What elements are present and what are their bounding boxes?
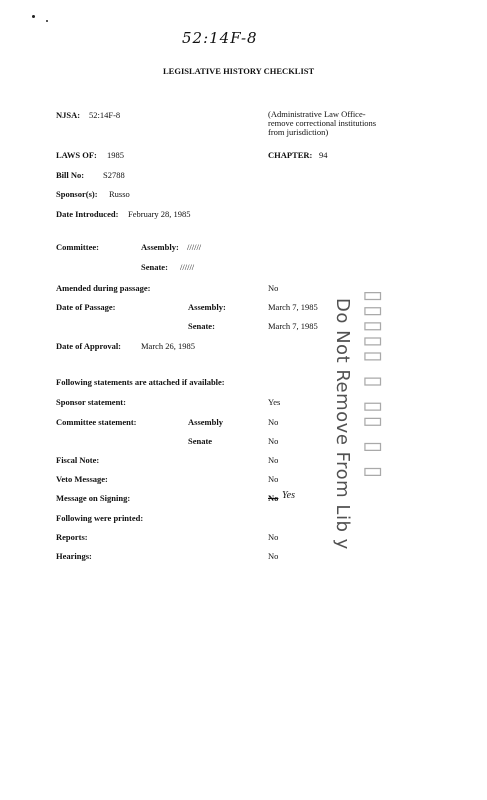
description-line-2: remove correctional institutions — [268, 118, 377, 128]
date-of-passage-label: Date of Passage: — [56, 302, 116, 312]
chapter-value: 94 — [319, 150, 328, 160]
committee-statement-senate-value: No — [268, 436, 279, 446]
veto-message-value: No — [268, 474, 279, 484]
description-line-1: (Administrative Law Office- — [268, 109, 366, 119]
committee-statement-label: Committee statement: — [56, 417, 137, 427]
committee-label: Committee: — [56, 242, 99, 252]
hearings-value: No — [268, 551, 279, 561]
message-on-signing-handwritten-value: Yes — [282, 490, 295, 501]
sponsor-statement-label: Sponsor statement: — [56, 397, 126, 407]
reports-label: Reports: — [56, 532, 88, 542]
laws-of-value: 1985 — [107, 150, 124, 160]
date-introduced-value: February 28, 1985 — [128, 209, 191, 219]
do-not-remove-stamp: Do Not Remove From Lib y — [332, 298, 353, 550]
committee-statement-senate-label: Senate — [188, 436, 213, 446]
njsa-value: 52:14F-8 — [89, 110, 121, 120]
scan-speck — [32, 15, 35, 18]
page-title: LEGISLATIVE HISTORY CHECKLIST — [163, 66, 315, 76]
date-introduced-label: Date Introduced: — [56, 209, 119, 219]
committee-assembly-value: ////// — [187, 242, 202, 252]
sponsor-statement-value: Yes — [268, 397, 281, 407]
printed-heading: Following were printed: — [56, 513, 144, 523]
passage-assembly-value: March 7, 1985 — [268, 302, 318, 312]
reports-value: No — [268, 532, 279, 542]
handwritten-header: 52:14F-8 — [182, 29, 258, 47]
sponsors-value: Russo — [109, 189, 130, 199]
committee-statement-assembly-value: No — [268, 417, 279, 427]
faint-stamp-marks: ▯▯▯▯▯ ▯ ▯▯ ▯ ▯ — [361, 290, 386, 482]
scan-speck — [46, 20, 48, 22]
bill-no-label: Bill No: — [56, 170, 85, 180]
bill-no-value: S2788 — [103, 170, 125, 180]
committee-senate-value: ////// — [180, 262, 195, 272]
hearings-label: Hearings: — [56, 551, 92, 561]
committee-statement-assembly-label: Assembly — [188, 417, 223, 427]
message-on-signing-struck-value: No — [268, 493, 279, 503]
date-of-approval-value: March 26, 1985 — [141, 341, 196, 351]
date-of-approval-label: Date of Approval: — [56, 341, 122, 351]
passage-senate-value: March 7, 1985 — [268, 321, 318, 331]
statements-heading: Following statements are attached if available: — [56, 377, 225, 387]
amended-label: Amended during passage: — [56, 283, 151, 293]
committee-assembly-label: Assembly: — [141, 242, 179, 252]
veto-message-label: Veto Message: — [56, 474, 108, 484]
sponsors-label: Sponsor(s): — [56, 189, 98, 199]
message-on-signing-label: Message on Signing: — [56, 493, 131, 503]
amended-value: No — [268, 283, 279, 293]
chapter-label: CHAPTER: — [268, 150, 313, 160]
njsa-label: NJSA: — [56, 110, 81, 120]
fiscal-note-label: Fiscal Note: — [56, 455, 100, 465]
committee-senate-label: Senate: — [141, 262, 168, 272]
fiscal-note-value: No — [268, 455, 279, 465]
laws-of-label: LAWS OF: — [56, 150, 97, 160]
passage-assembly-label: Assembly: — [188, 302, 226, 312]
description-line-3: from jurisdiction) — [268, 127, 329, 137]
passage-senate-label: Senate: — [188, 321, 215, 331]
